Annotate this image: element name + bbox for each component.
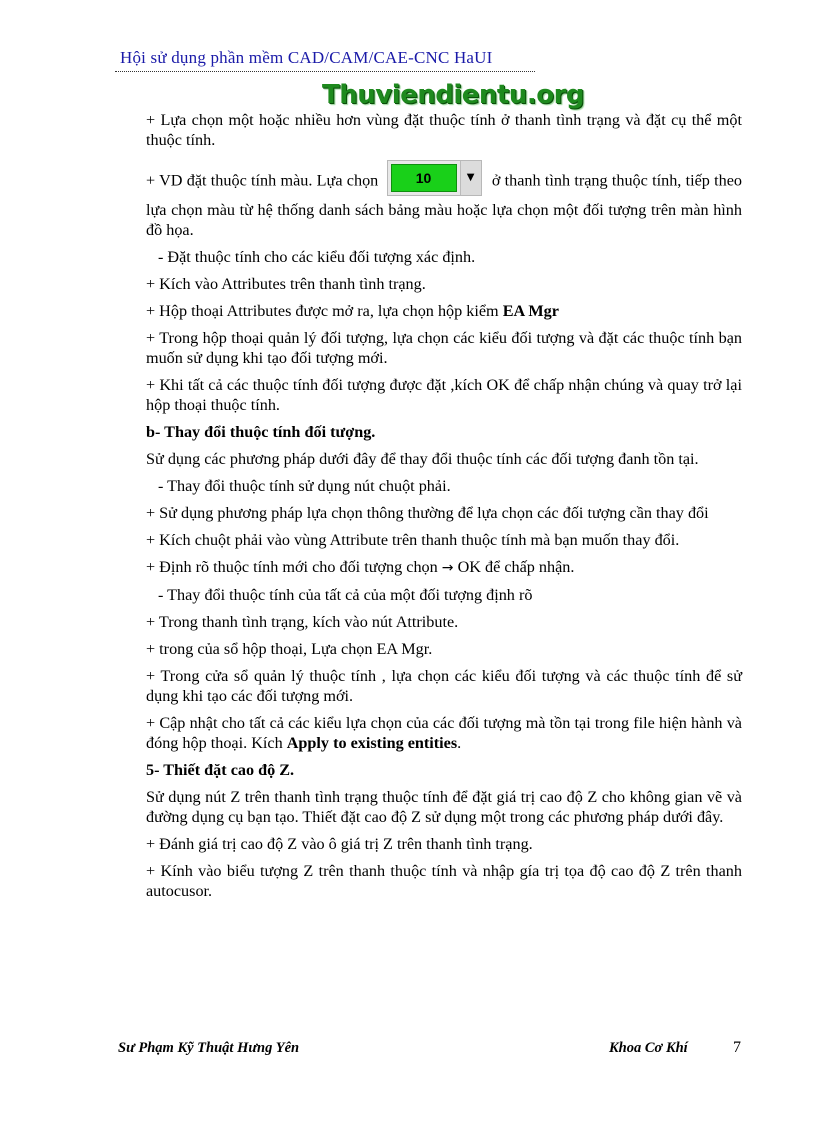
paragraph [146, 557, 742, 578]
paragraph-text: + VD đặt thuộc tính màu. Lựa chọn [146, 171, 379, 190]
paragraph-text: OK để chấp nhận. [457, 558, 575, 576]
chevron-down-icon[interactable]: ▼ [460, 161, 481, 195]
paragraph: + Khi tất cả các thuộc tính đối tượng được đặt ,kích OK để chấp nhận chúng và quay trở lại hộp thoại thuộc tính. [146, 376, 742, 414]
paragraph-text: ở thanh tình trạng thuộc tính, tiếp theo lựa chọn màu từ hệ thống danh sách bảng màu hoặc lựa chọn một đối tượng trên màn hình đồ họa. [146, 171, 743, 239]
site-logo: Thuviendientu.org [322, 80, 585, 110]
punctuation: . [457, 734, 462, 752]
footer-school: Sư Phạm Kỹ Thuật Hưng Yên [118, 1040, 300, 1056]
paragraph: + Trong hộp thoại quản lý đối tượng, lựa chọn các kiểu đối tượng và đặt các thuộc tính bạn muốn sử dụng khi tạo đối tượng mới. [146, 329, 742, 367]
paragraph [146, 713, 742, 753]
paragraph-text: + Hộp thoại Attributes được mở ra, lựa chọn hộp kiểm [146, 302, 499, 320]
paragraph: Sử dụng các phương pháp dưới đây để thay đổi thuộc tính các đối tượng đanh tồn tại. [146, 450, 699, 468]
paragraph: + Sử dụng phương pháp lựa chọn thông thường để lựa chọn các đối tượng cần thay đổi [146, 504, 709, 522]
paragraph: + Trong cửa sổ quản lý thuộc tính , lựa chọn các kiểu đối tượng và các thuộc tính để sử dụng khi tạo các đối tượng mới. [146, 667, 742, 705]
paragraph: + Lựa chọn một hoặc nhiều hơn vùng đặt thuộc tính ở thanh tình trạng và đặt cụ thể một thuộc tính. [146, 111, 742, 149]
paragraph: + Kính vào biểu tượng Z trên thanh thuộc tính và nhập gía trị tọa độ cao độ Z trên thanh autocusor. [146, 862, 742, 900]
document-body [146, 110, 742, 908]
paragraph: + Đánh giá trị cao độ Z vào ô giá trị Z trên thanh tình trạng. [146, 835, 533, 853]
bold-term: EA Mgr [502, 302, 559, 320]
page-header-title: Hội sử dụng phần mềm CAD/CAM/CAE-CNC HaUI [120, 48, 493, 67]
paragraph-text: + Định rõ thuộc tính mới cho đối tượng chọn [146, 558, 438, 576]
section-heading: 5- Thiết đặt cao độ Z. [146, 761, 295, 779]
paragraph: + Trong thanh tình trạng, kích vào nút Attribute. [146, 613, 459, 631]
header-divider [115, 71, 535, 72]
bold-term: Apply to existing entities [286, 734, 458, 752]
page-number: 7 [733, 1039, 741, 1056]
paragraph: - Đặt thuộc tính cho các kiểu đối tượng xác định. [158, 248, 476, 266]
paragraph: - Thay đổi thuộc tính sử dụng nút chuột phải. [158, 477, 451, 495]
paragraph [146, 301, 742, 321]
paragraph-text: + Cập nhật cho tất cả các kiểu lựa chọn của các đối tượng mà tồn tại trong file hiện hành và đóng hộp thoại. Kích [146, 714, 742, 752]
section-heading: b- Thay đổi thuộc tính đối tượng. [146, 423, 376, 441]
footer-department: Khoa Cơ Khí [609, 1040, 688, 1056]
paragraph: - Thay đổi thuộc tính của tất cả của một đối tượng định rõ [158, 586, 533, 604]
paragraph: Sử dụng nút Z trên thanh tình trạng thuộc tính để đặt giá trị cao độ Z cho không gian vẽ và đường dụng cụ bạn tạo. Thiết đặt cao độ Z sử dụng một trong các phương pháp dưới đây. [146, 788, 742, 826]
paragraph: + Kích vào Attributes trên thanh tình trạng. [146, 275, 426, 293]
paragraph: + trong của sổ hộp thoại, Lựa chọn EA Mgr. [146, 640, 433, 658]
paragraph: + Kích chuột phải vào vùng Attribute trên thanh thuộc tính mà bạn muốn thay đổi. [146, 531, 680, 549]
color-select-value: 10 [391, 164, 457, 192]
color-select-widget[interactable] [387, 160, 482, 196]
right-arrow-icon: → [441, 560, 454, 576]
paragraph [146, 164, 742, 240]
